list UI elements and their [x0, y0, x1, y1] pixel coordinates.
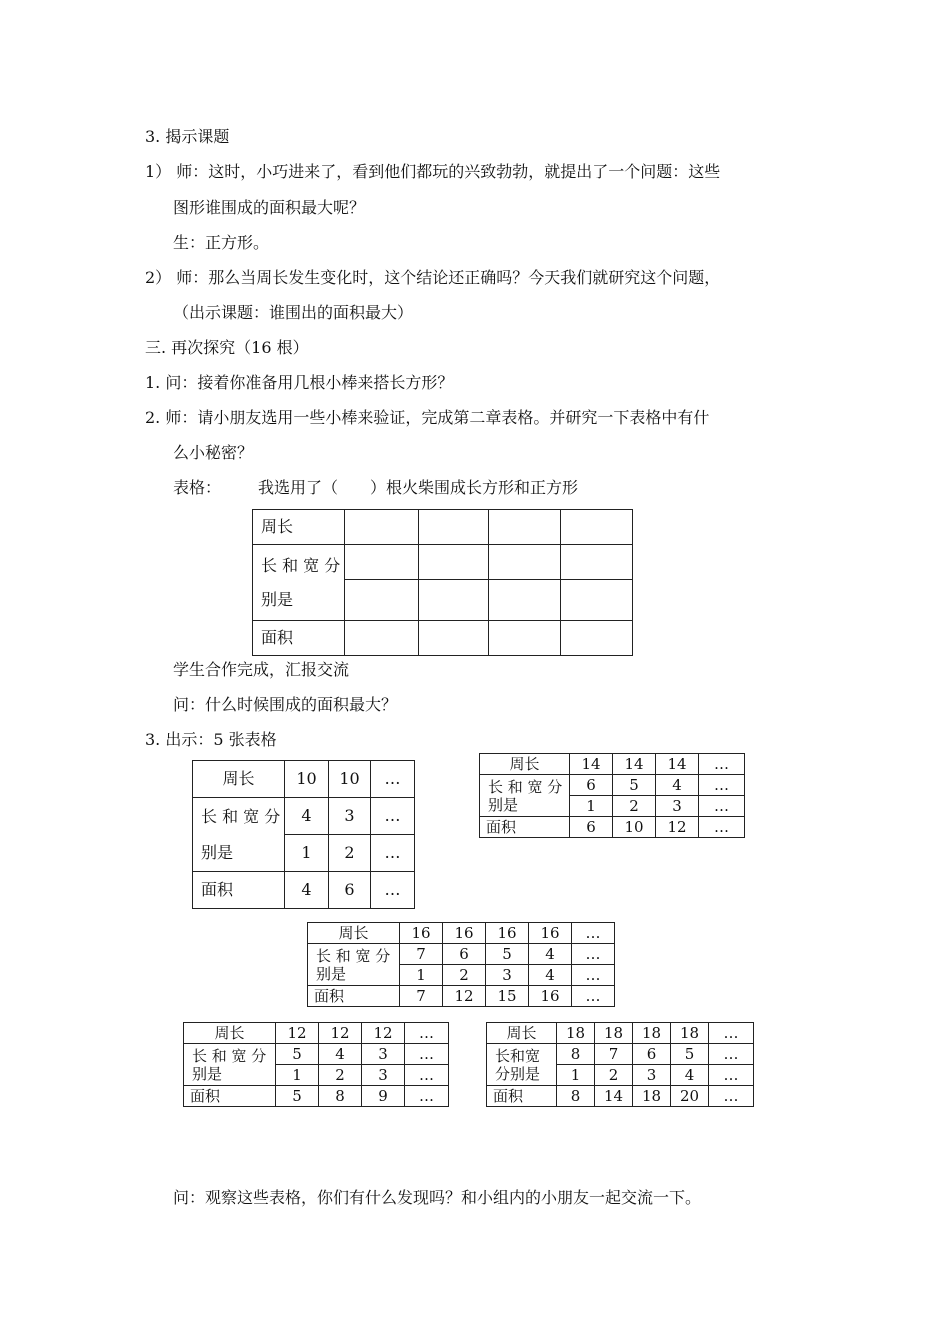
cell: 18	[557, 1023, 595, 1044]
blank-cell	[419, 545, 489, 580]
cell: …	[709, 1086, 754, 1107]
blank-cell	[561, 510, 633, 545]
area-label: 面积	[487, 1086, 557, 1107]
cell: …	[699, 754, 745, 775]
cell: 14	[656, 754, 699, 775]
dims-label: 长 和 宽 分别是	[193, 798, 285, 872]
cell: 18	[633, 1023, 671, 1044]
dims-label: 长 和 宽 分别是	[308, 944, 400, 986]
cell: 2	[595, 1065, 633, 1086]
cell: 10	[613, 817, 656, 838]
cell: 14	[613, 754, 656, 775]
cell: 4	[285, 872, 329, 909]
blank-cell	[345, 545, 419, 580]
table-row	[253, 621, 633, 656]
cell: 7	[400, 986, 443, 1007]
table-row	[487, 1044, 754, 1065]
cell: 4	[285, 798, 329, 835]
table-row	[308, 923, 615, 944]
cell: …	[709, 1044, 754, 1065]
table-row	[480, 754, 745, 775]
cell: 3	[329, 798, 371, 835]
cell: 1	[400, 965, 443, 986]
cell: 9	[362, 1086, 405, 1107]
cell: 10	[285, 761, 329, 798]
blank-cell	[489, 545, 561, 580]
table-row	[480, 775, 745, 796]
cell: 16	[443, 923, 486, 944]
blank-cell	[345, 580, 419, 621]
table-label: 表格：	[173, 478, 222, 497]
table-caption: 我选用了（ ）根火柴围成长方形和正方形	[258, 478, 579, 497]
cell: 14	[570, 754, 613, 775]
cell: 5	[486, 944, 529, 965]
cell: …	[709, 1023, 754, 1044]
table-row	[308, 944, 615, 965]
cell: …	[699, 775, 745, 796]
blank-cell	[419, 580, 489, 621]
cell: 7	[400, 944, 443, 965]
cell: …	[572, 965, 615, 986]
cell: 7	[595, 1044, 633, 1065]
table-perimeter-10	[192, 760, 415, 909]
cell: …	[371, 835, 415, 872]
table-row	[184, 1023, 449, 1044]
blank-cell	[561, 621, 633, 656]
cell: 4	[671, 1065, 709, 1086]
cell: 18	[671, 1023, 709, 1044]
cell: 16	[486, 923, 529, 944]
cell: 2	[443, 965, 486, 986]
student-activity: 学生合作完成，汇报交流	[173, 660, 350, 679]
cell: …	[371, 761, 415, 798]
student-answer: 生：正方形。	[173, 233, 270, 252]
question-largest-area: 问：什么时候围成的面积最大？	[173, 695, 398, 714]
paragraph-teacher-followup: 2） 师：那么当周长发生变化时，这个结论还正确吗？今天我们就研究这个问题，	[145, 268, 721, 287]
cell: 8	[557, 1044, 595, 1065]
show-five-tables: 3. 出示：5 张表格	[145, 730, 277, 749]
section-heading-reveal-topic: 3. 揭示课题	[145, 127, 230, 146]
cell: 12	[362, 1023, 405, 1044]
cell: …	[709, 1065, 754, 1086]
area-label: 面积	[480, 817, 570, 838]
table-row	[308, 986, 615, 1007]
table-row	[193, 798, 415, 835]
cell: 1	[557, 1065, 595, 1086]
cell: …	[572, 923, 615, 944]
cell: 2	[613, 796, 656, 817]
cell: 1	[276, 1065, 319, 1086]
cell: 5	[613, 775, 656, 796]
cell: …	[572, 944, 615, 965]
cell: 8	[319, 1086, 362, 1107]
perimeter-label: 周长	[184, 1023, 276, 1044]
cell: 14	[595, 1086, 633, 1107]
blank-cell	[345, 510, 419, 545]
table-perimeter-18	[486, 1022, 754, 1107]
cell: 5	[276, 1086, 319, 1107]
table-row	[487, 1086, 754, 1107]
cell: 4	[529, 965, 572, 986]
cell: …	[371, 798, 415, 835]
cell: …	[405, 1065, 449, 1086]
dims-label: 长和宽 分别是	[487, 1044, 557, 1086]
area-label: 面积	[193, 872, 285, 909]
table-row	[253, 510, 633, 545]
perimeter-label: 周长	[253, 510, 345, 545]
cell: 6	[443, 944, 486, 965]
table-row	[487, 1023, 754, 1044]
section-heading-explore: 三. 再次探究（16 根）	[145, 338, 309, 357]
cell: 6	[570, 817, 613, 838]
table-row	[480, 817, 745, 838]
cell: 3	[633, 1065, 671, 1086]
cell: 16	[400, 923, 443, 944]
cell: 12	[656, 817, 699, 838]
instruction-2-continued: 么小秘密？	[173, 443, 254, 462]
cell: 2	[329, 835, 371, 872]
dims-label: 长 和 宽 分别是	[253, 545, 345, 621]
table-row	[253, 545, 633, 580]
blank-cell	[489, 510, 561, 545]
cell: 4	[319, 1044, 362, 1065]
table-perimeter-16	[307, 922, 615, 1007]
cell: 6	[329, 872, 371, 909]
table-row	[193, 761, 415, 798]
cell: 16	[529, 986, 572, 1007]
cell: 8	[557, 1086, 595, 1107]
cell: 10	[329, 761, 371, 798]
cell: …	[572, 986, 615, 1007]
cell: 1	[285, 835, 329, 872]
cell: 4	[656, 775, 699, 796]
blank-cell	[419, 510, 489, 545]
table-row	[184, 1044, 449, 1065]
area-label: 面积	[184, 1086, 276, 1107]
cell: 3	[656, 796, 699, 817]
cell: 5	[276, 1044, 319, 1065]
cell: 6	[570, 775, 613, 796]
table-perimeter-14	[479, 753, 745, 838]
dims-label: 长 和 宽 分别是	[480, 775, 570, 817]
cell: 18	[633, 1086, 671, 1107]
blank-cell	[561, 545, 633, 580]
cell: …	[699, 817, 745, 838]
blank-cell	[489, 580, 561, 621]
perimeter-label: 周长	[487, 1023, 557, 1044]
cell: …	[405, 1044, 449, 1065]
perimeter-label: 周长	[193, 761, 285, 798]
blank-worksheet-table	[252, 509, 633, 656]
cell: 3	[362, 1044, 405, 1065]
closing-question: 问：观察这些表格，你们有什么发现吗？和小组内的小朋友一起交流一下。	[173, 1188, 702, 1207]
cell: …	[405, 1023, 449, 1044]
topic-display: （出示课题：谁围出的面积最大）	[173, 303, 414, 322]
cell: 3	[486, 965, 529, 986]
blank-cell	[419, 621, 489, 656]
paragraph-continuation: 图形谁围成的面积最大呢？	[173, 198, 366, 217]
blank-cell	[489, 621, 561, 656]
cell: 18	[595, 1023, 633, 1044]
cell: …	[405, 1086, 449, 1107]
cell: 12	[443, 986, 486, 1007]
dims-label: 长 和 宽 分别是	[184, 1044, 276, 1086]
perimeter-label: 周长	[480, 754, 570, 775]
cell: 3	[362, 1065, 405, 1086]
table-perimeter-12	[183, 1022, 449, 1107]
cell: …	[371, 872, 415, 909]
table-row	[193, 872, 415, 909]
cell: 5	[671, 1044, 709, 1065]
blank-cell	[561, 580, 633, 621]
instruction-2: 2. 师：请小朋友选用一些小棒来验证，完成第二章表格。并研究一下表格中有什	[145, 408, 710, 427]
area-label: 面积	[308, 986, 400, 1007]
cell: 20	[671, 1086, 709, 1107]
cell: 12	[276, 1023, 319, 1044]
cell: 6	[633, 1044, 671, 1065]
cell: 12	[319, 1023, 362, 1044]
perimeter-label: 周长	[308, 923, 400, 944]
cell: 1	[570, 796, 613, 817]
cell: 16	[529, 923, 572, 944]
area-label: 面积	[253, 621, 345, 656]
cell: 2	[319, 1065, 362, 1086]
question-1: 1. 问：接着你准备用几根小棒来搭长方形？	[145, 373, 454, 392]
table-row	[184, 1086, 449, 1107]
blank-cell	[345, 621, 419, 656]
cell: …	[699, 796, 745, 817]
paragraph-teacher-question: 1） 师：这时，小巧进来了，看到他们都玩的兴致勃勃，就提出了一个问题：这些	[145, 162, 721, 181]
cell: 15	[486, 986, 529, 1007]
cell: 4	[529, 944, 572, 965]
